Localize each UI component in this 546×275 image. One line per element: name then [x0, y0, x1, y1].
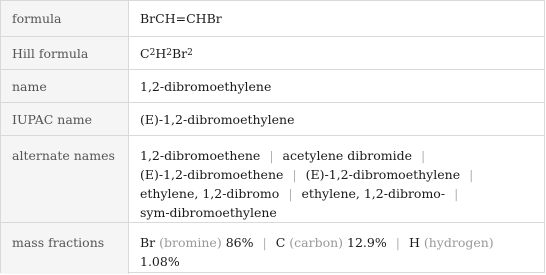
hill-h: H: [155, 45, 167, 61]
value-name: 1,2-dibromoethylene: [140, 78, 272, 94]
mass-fractions-line-1: [140, 233, 544, 252]
separator: |: [262, 235, 267, 250]
alternate-name: (E)-1,2-dibromoethene: [140, 167, 284, 182]
mass-fractions-line-2: [140, 252, 544, 271]
row-hill-formula: [1, 36, 544, 69]
separator: |: [469, 167, 474, 182]
row-mass-fractions: [1, 222, 544, 274]
hill-c: C: [140, 45, 150, 61]
mass-symbol: Br: [140, 235, 156, 250]
mass-symbol: H: [408, 235, 420, 250]
label-hill-formula: Hill formula: [1, 37, 129, 69]
separator: |: [395, 235, 400, 250]
row-alternate-names: [1, 135, 544, 222]
alternate-name: ethylene, 1,2-dibromo: [140, 186, 280, 201]
alternate-name: (E)-1,2-dibromoethylene: [305, 167, 461, 182]
value-mass-fractions: [130, 223, 544, 274]
mass-element-name: (hydrogen): [423, 235, 494, 250]
label-alternate-names: alternate names: [1, 136, 129, 222]
value-formula: BrCH=CHBr: [140, 11, 222, 26]
alternate-names-line-1: [140, 146, 544, 165]
mass-symbol: C: [275, 235, 286, 250]
row-name: [1, 69, 544, 102]
label-iupac-name: IUPAC name: [1, 103, 129, 135]
label-mass-fractions: mass fractions: [1, 223, 129, 274]
mass-element-name: (carbon): [289, 235, 344, 250]
separator: |: [288, 186, 293, 201]
row-iupac-name: [1, 102, 544, 135]
label-formula: formula: [1, 1, 129, 36]
alternate-name: 1,2-dibromoethene: [140, 148, 261, 163]
separator: |: [421, 148, 426, 163]
separator: |: [292, 167, 297, 182]
alternate-names-line-3: [140, 184, 544, 203]
alternate-name: ethylene, 1,2-dibromo-: [301, 186, 446, 201]
value-iupac-name: (E)-1,2-dibromoethylene: [140, 111, 295, 127]
mass-percent: 86%: [225, 235, 254, 250]
mass-percent: 1.08%: [140, 254, 180, 269]
label-name: name: [1, 70, 129, 102]
alternate-name: acetylene dibromide: [282, 148, 413, 163]
mass-percent: 12.9%: [347, 235, 387, 250]
separator: |: [269, 148, 274, 163]
alternate-names-line-2: [140, 165, 544, 184]
value-alternate-names: [130, 136, 544, 222]
hill-br: Br: [171, 45, 188, 61]
row-formula: [1, 1, 544, 36]
alternate-names-line-4: [140, 203, 544, 222]
mass-element-name: (bromine): [159, 235, 222, 250]
alternate-name: sym-dibromoethylene: [140, 205, 277, 220]
separator: |: [454, 186, 459, 201]
value-hill-formula: C 2 H 2 Br 2: [140, 45, 193, 61]
